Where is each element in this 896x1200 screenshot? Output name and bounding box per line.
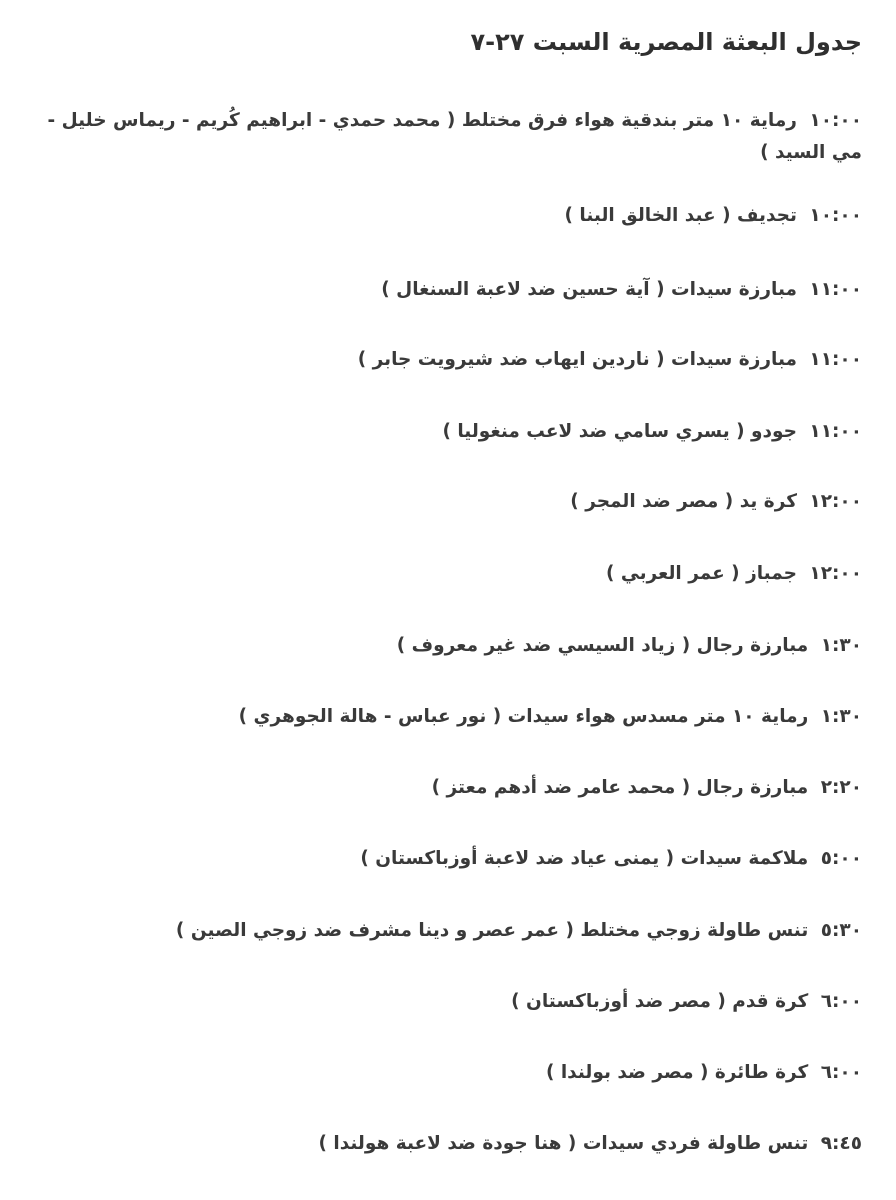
item-time: ١٠:٠٠: [809, 205, 862, 226]
item-text: مبارزة رجال ( زياد السيسي ضد غير معروف ): [396, 635, 809, 656]
item-time: ١:٣٠: [820, 635, 862, 656]
item-time: ١٢:٠٠: [809, 491, 862, 512]
item-text: كرة قدم ( مصر ضد أوزباكستان ): [511, 991, 809, 1012]
item-text: ملاكمة سيدات ( يمنى عياد ضد لاعبة أوزباكستان ): [360, 848, 809, 869]
schedule-item-7: [12, 558, 862, 590]
schedule-item-3: [12, 274, 862, 306]
item-text: مبارزة رجال ( محمد عامر ضد أدهم معتز ): [431, 777, 809, 798]
schedule-item-8: [12, 630, 862, 662]
item-text: جمباز ( عمر العربي ): [605, 563, 797, 584]
item-time: ١:٣٠: [820, 706, 862, 727]
schedule-item-10: [12, 772, 862, 804]
item-time: ١١:٠٠: [809, 349, 862, 370]
item-time: ١١:٠٠: [809, 421, 862, 442]
item-time: ٢:٢٠: [820, 777, 862, 798]
item-text: رماية ١٠ متر بندقية هواء فرق مختلط ( محمد حمدي - ابراهيم كُريم - ريماس خليل - مي السيد ): [47, 110, 862, 163]
schedule-item-15: [12, 1128, 862, 1160]
schedule-item-6: [12, 486, 862, 518]
schedule-item-11: [12, 843, 862, 875]
schedule-item-13: [12, 986, 862, 1018]
item-text: كرة يد ( مصر ضد المجر ): [570, 491, 797, 512]
item-time: ٥:٠٠: [820, 848, 862, 869]
schedule-item-14: [12, 1057, 862, 1089]
item-text: تنس طاولة فردي سيدات ( هنا جودة ضد لاعبة هولندا ): [318, 1133, 809, 1154]
item-text: كرة طائرة ( مصر ضد بولندا ): [545, 1062, 809, 1083]
item-text: تجديف ( عبد الخالق البنا ): [564, 205, 797, 226]
schedule-item-2: [12, 200, 862, 232]
item-time: ١٢:٠٠: [809, 563, 862, 584]
item-text: مبارزة سيدات ( ناردين ايهاب ضد شيرويت جابر ): [357, 349, 797, 370]
item-time: ٩:٤٥: [820, 1133, 862, 1154]
item-time: ٥:٣٠: [820, 920, 862, 941]
schedule-item-1: [12, 105, 862, 169]
item-time: ١٠:٠٠: [809, 110, 862, 131]
schedule-item-9: [12, 701, 862, 733]
item-text: جودو ( يسري سامي ضد لاعب منغوليا ): [442, 421, 797, 442]
schedule-item-4: [12, 344, 862, 376]
schedule-item-5: [12, 416, 862, 448]
item-text: مبارزة سيدات ( آية حسين ضد لاعبة السنغال ): [381, 279, 797, 300]
item-text: تنس طاولة زوجي مختلط ( عمر عصر و دينا مشرف ضد زوجي الصين ): [175, 920, 809, 941]
item-time: ٦:٠٠: [820, 1062, 862, 1083]
item-time: ١١:٠٠: [809, 279, 862, 300]
page-title: جدول البعثة المصرية السبت ٢٧-٧: [470, 28, 862, 56]
item-time: ٦:٠٠: [820, 991, 862, 1012]
item-text: رماية ١٠ متر مسدس هواء سيدات ( نور عباس - هالة الجوهري ): [238, 706, 809, 727]
schedule-item-12: [12, 915, 862, 947]
